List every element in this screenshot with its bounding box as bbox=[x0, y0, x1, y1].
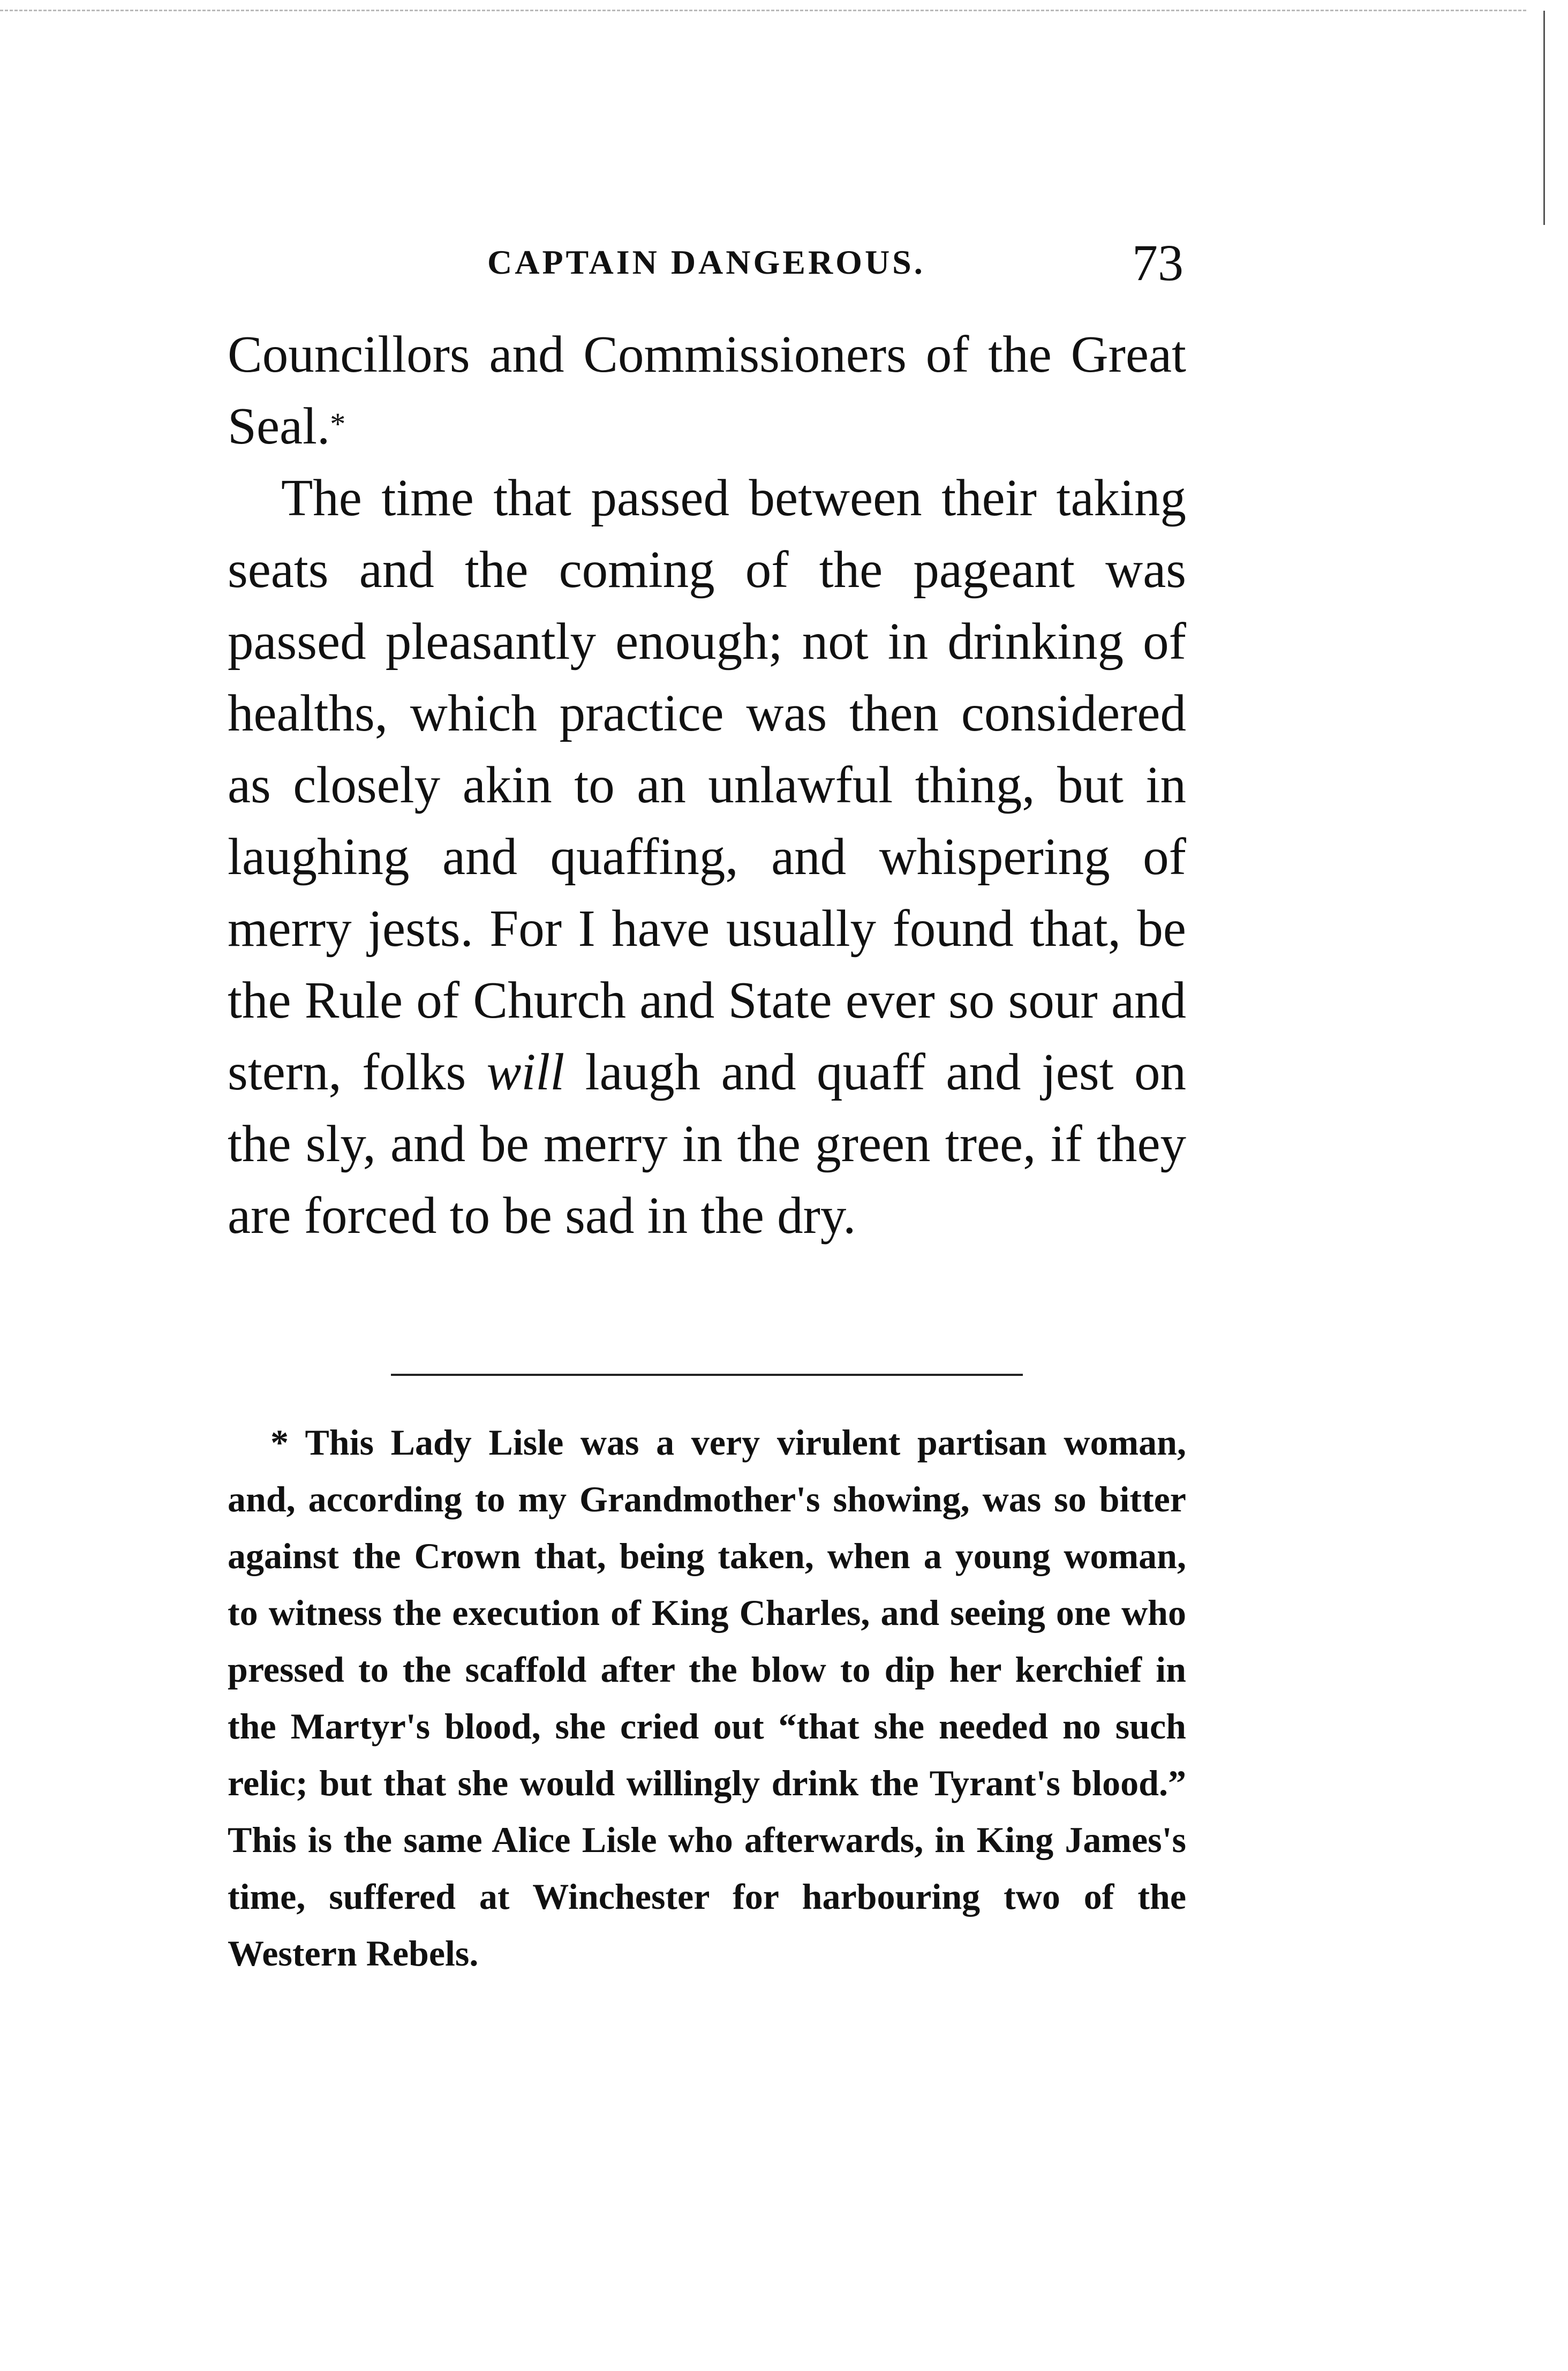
page-header bbox=[230, 233, 1183, 292]
emphasis-will: will bbox=[486, 1043, 565, 1101]
scan-right-edge bbox=[1543, 11, 1545, 225]
paragraph-1 bbox=[228, 319, 1186, 462]
running-title: CAPTAIN DANGEROUS. bbox=[487, 243, 925, 281]
footnote bbox=[228, 1414, 1186, 1982]
footnote-reference: * bbox=[330, 407, 346, 441]
footnote-mark: * bbox=[270, 1422, 289, 1463]
footnote-paragraph bbox=[228, 1414, 1186, 1982]
scan-top-edge bbox=[0, 10, 1526, 11]
paragraph-2-text-b: laugh and quaff and jest on the sly, and be merry in the green tree, if they are forced to be sad in the dry. bbox=[228, 1043, 1186, 1244]
footnote-divider bbox=[391, 1374, 1023, 1376]
main-text bbox=[228, 319, 1186, 1252]
paragraph-1-text: Councillors and Commissioners of the Great Seal. bbox=[228, 326, 1186, 455]
paragraph-2 bbox=[228, 462, 1186, 1252]
footnote-text: This Lady Lisle was a very virulent partisan woman, and, according to my Grandmother's showing, was so bitter against the Crown that, being taken, when a young woman, to witness the execution of King Charles, and seeing one who pressed to the scaffold after the blow to dip her kerchief in the Martyr's blood, she cried out “that she needed no such relic; but that she would willingly drink the Tyrant's blood.” This is the same Alice Lisle who afterwards, in King James's time, suffered at Winchester for harbouring two of the Western Rebels. bbox=[228, 1422, 1186, 1974]
paragraph-2-text-a: The time that passed between their taking seats and the coming of the pageant was passed pleasantly enough; not in drinking of healths, which practice was then considered as closely akin to an unlawful thing, but in laughing and quaffing, and whispering of merry jests. For I have usually found that, be the Rule of Church and State ever so sour and stern, folks bbox=[228, 469, 1186, 1101]
page-number: 73 bbox=[1132, 234, 1183, 291]
